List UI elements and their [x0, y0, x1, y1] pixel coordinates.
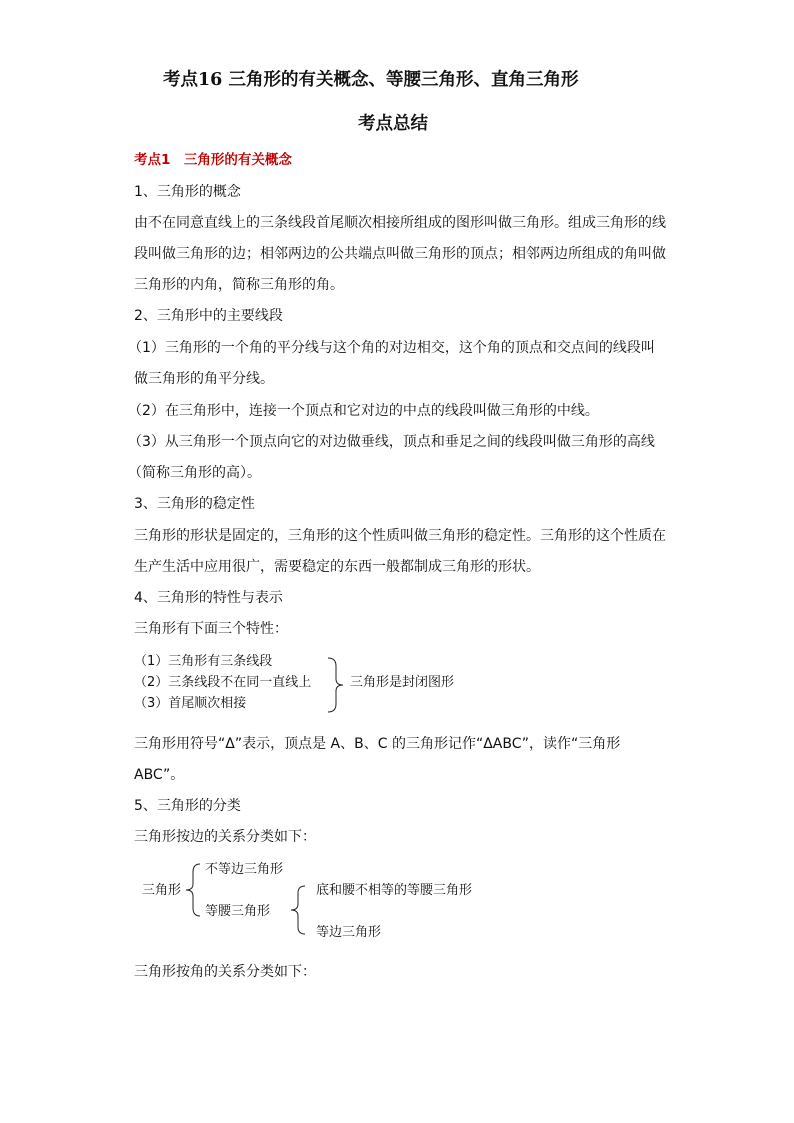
paragraph-line: 生产生活中应用很广，需要稳定的东西一般都制成三角形的形状。 [134, 559, 540, 575]
class-isosceles: 等腰三角形 [205, 904, 271, 919]
property-item: （1）三角形有三条线段 [134, 654, 273, 669]
subheading-properties: 4、三角形的特性与表示 [134, 590, 283, 606]
paragraph-line: 三角形按边的关系分类如下： [134, 829, 316, 845]
paragraph-line: （1）三角形的一个角的平分线与这个角的对边相交，这个角的顶点和交点间的线段叫 [128, 340, 655, 356]
section-heading: 考点1 三角形的有关概念 [134, 152, 292, 168]
paragraph-line: （2）在三角形中，连接一个顶点和它对边的中点的线段叫做三角形的中线。 [128, 403, 599, 419]
subheading-classification: 5、三角形的分类 [134, 798, 241, 814]
paragraph-line: 三角形用符号“Δ”表示，顶点是 A、B、C 的三角形记作“ΔABC”，读作“三角形 [134, 736, 621, 752]
document-title: 考点16 三角形的有关概念、等腰三角形、直角三角形 [163, 70, 579, 90]
paragraph-line: 三角形的形状是固定的，三角形的这个性质叫做三角形的稳定性。三角形的这个性质在 [134, 528, 666, 544]
class-root: 三角形 [142, 883, 182, 898]
paragraph-line: 做三角形的角平分线。 [134, 371, 274, 387]
brace-icon [288, 884, 308, 936]
brace-icon [326, 656, 348, 714]
brace-icon [183, 862, 203, 918]
paragraph-line: 段叫做三角形的边；相邻两边的公共端点叫做三角形的顶点；相邻两边所组成的角叫做 [134, 246, 666, 262]
subheading-stability: 3、三角形的稳定性 [134, 496, 255, 512]
subheading-main-segments: 2、三角形中的主要线段 [134, 308, 283, 324]
class-iso-sub1: 底和腰不相等的等腰三角形 [316, 883, 473, 898]
paragraph-line: 三角形的内角，简称三角形的角。 [134, 277, 344, 293]
document-subtitle: 考点总结 [358, 114, 428, 134]
property-item: （2）三条线段不在同一直线上 [134, 675, 312, 690]
paragraph-line: （3）从三角形一个顶点向它的对边做垂线，顶点和垂足之间的线段叫做三角形的高线 [128, 434, 655, 450]
property-result: 三角形是封闭图形 [350, 675, 455, 690]
property-item: （3）首尾顺次相接 [134, 696, 247, 711]
paragraph-line: ABC”。 [134, 767, 185, 783]
class-iso-sub2: 等边三角形 [316, 925, 382, 940]
paragraph-line: 由不在同意直线上的三条线段首尾顺次相接所组成的图形叫做三角形。组成三角形的线 [134, 215, 666, 231]
paragraph-line: 三角形有下面三个特性： [134, 621, 288, 637]
class-scalene: 不等边三角形 [205, 862, 284, 877]
paragraph-line: 三角形按角的关系分类如下： [134, 964, 316, 980]
subheading-concept: 1、三角形的概念 [134, 184, 241, 200]
paragraph-line: （简称三角形的高）。 [128, 465, 261, 481]
